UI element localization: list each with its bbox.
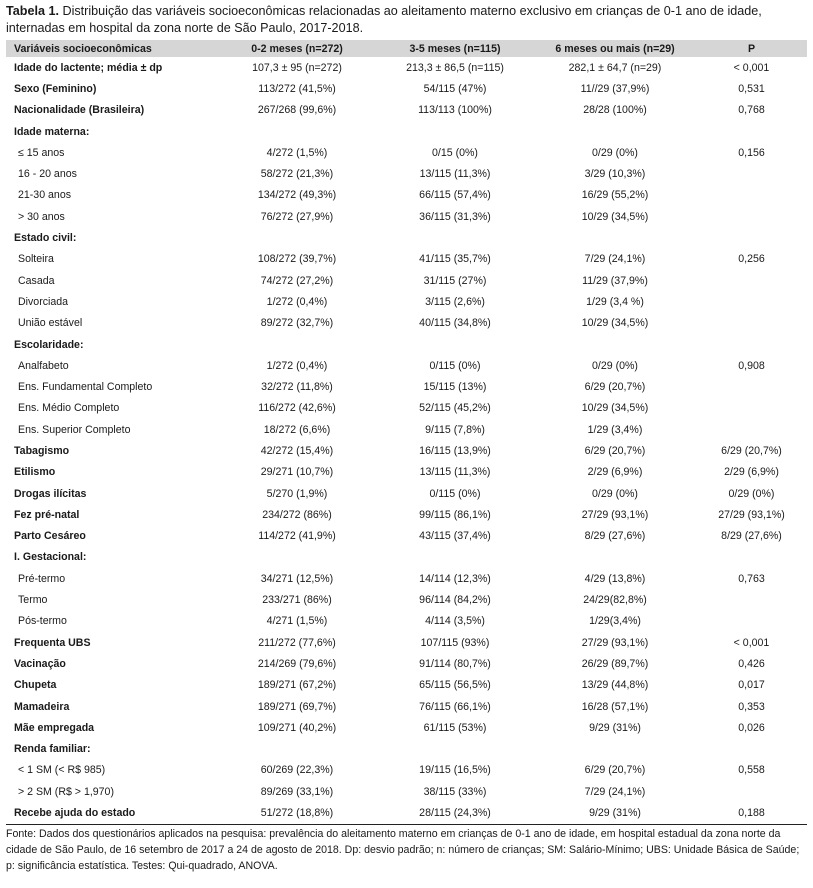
cell-p-value	[696, 739, 807, 760]
cell-6-plus-months: 7/29 (24,1%)	[584, 253, 646, 266]
header-0-2-months: 0-2 meses (n=272)	[251, 42, 343, 55]
table-row	[6, 78, 807, 99]
cell-variable: Pós-termo	[18, 615, 67, 628]
table-row	[6, 717, 807, 738]
cell-3-5-months: 13/115 (11,3%)	[419, 466, 491, 479]
cell-6-plus-months: 9/29 (31%)	[589, 721, 641, 734]
cell-3-5-months	[376, 334, 534, 355]
table-row	[6, 291, 807, 312]
cell-p-value: 0,026	[738, 721, 765, 734]
header-3-5-months: 3-5 meses (n=115)	[409, 42, 501, 55]
cell-variable: Divorciada	[18, 295, 69, 308]
cell-0-2-months	[218, 334, 376, 355]
cell-0-2-months: 4/272 (1,5%)	[266, 146, 328, 159]
cell-variable: Vacinação	[14, 657, 66, 670]
cell-6-plus-months: 10/29 (34,5%)	[581, 402, 649, 415]
cell-variable: Idade materna:	[14, 125, 90, 138]
cell-6-plus-months: 7/29 (24,1%)	[584, 785, 646, 798]
table-row	[6, 355, 807, 376]
cell-6-plus-months: 9/29 (31%)	[534, 802, 696, 824]
cell-6-plus-months: 27/29 (93,1%)	[581, 636, 649, 649]
cell-variable: Renda familiar:	[14, 743, 91, 756]
cell-3-5-months: 13/115 (11,3%)	[419, 168, 491, 181]
cell-0-2-months: 34/271 (12,5%)	[260, 572, 334, 585]
cell-variable: Termo	[18, 594, 48, 607]
table-row	[6, 376, 807, 397]
cell-3-5-months: 9/115 (7,8%)	[425, 423, 485, 436]
cell-0-2-months	[218, 121, 376, 142]
cell-6-plus-months: 282,1 ± 64,7 (n=29)	[568, 61, 662, 74]
cell-variable: Casada	[18, 274, 55, 287]
table-row	[6, 483, 807, 504]
cell-variable: > 2 SM (R$ > 1,970)	[18, 785, 114, 798]
cell-variable: Parto Cesáreo	[14, 530, 86, 543]
cell-3-5-months: 15/115 (13%)	[423, 381, 487, 394]
cell-variable: União estável	[18, 317, 83, 330]
cell-p-value	[696, 611, 807, 632]
cell-6-plus-months: 0/29 (0%)	[592, 487, 638, 500]
table-caption-label: Tabela 1.	[6, 4, 59, 18]
cell-6-plus-months: 10/29 (34,5%)	[581, 210, 649, 223]
table-row	[6, 227, 807, 248]
cell-3-5-months	[376, 547, 534, 568]
cell-0-2-months: 189/271 (67,2%)	[257, 679, 337, 692]
table-row	[6, 675, 807, 696]
cell-3-5-months: 52/115 (45,2%)	[419, 402, 491, 415]
table-row	[6, 419, 807, 440]
cell-0-2-months: 74/272 (27,2%)	[260, 274, 334, 287]
table-row	[6, 504, 807, 525]
cell-3-5-months: 65/115 (56,5%)	[419, 679, 491, 692]
cell-3-5-months	[376, 227, 534, 248]
cell-p-value	[696, 185, 807, 206]
cell-p-value: 0,353	[738, 700, 765, 713]
cell-p-value: 0,768	[738, 104, 765, 117]
cell-0-2-months	[218, 227, 376, 248]
table-row	[6, 206, 807, 227]
cell-variable: Tabagismo	[14, 444, 70, 457]
table-row	[6, 611, 807, 632]
cell-0-2-months: 234/272 (86%)	[262, 508, 332, 521]
table-row	[6, 526, 807, 547]
cell-0-2-months: 116/272 (42,6%)	[258, 402, 336, 415]
cell-p-value	[696, 781, 807, 802]
cell-0-2-months: 4/271 (1,5%)	[266, 615, 328, 628]
table-row	[6, 398, 807, 419]
cell-0-2-months: 76/272 (27,9%)	[260, 210, 334, 223]
cell-p-value: 0,256	[738, 253, 765, 266]
cell-3-5-months: 28/115 (24,3%)	[376, 802, 534, 824]
cell-0-2-months: 89/272 (32,7%)	[260, 317, 334, 330]
cell-0-2-months	[218, 739, 376, 760]
cell-variable: I. Gestacional:	[14, 551, 87, 564]
cell-6-plus-months: 1/29 (3,4 %)	[586, 295, 644, 308]
cell-p-value: 0,763	[738, 572, 765, 585]
cell-variable: Idade do lactente; média ± dp	[14, 61, 163, 74]
cell-6-plus-months: 0/29 (0%)	[592, 146, 638, 159]
cell-3-5-months: 76/115 (66,1%)	[419, 700, 491, 713]
cell-p-value	[696, 227, 807, 248]
cell-0-2-months: 214/269 (79,6%)	[257, 657, 337, 670]
cell-variable: > 30 anos	[18, 210, 65, 223]
cell-p-value: 0,188	[696, 802, 807, 824]
cell-6-plus-months: 0/29 (0%)	[592, 359, 638, 372]
cell-p-value: 8/29 (27,6%)	[721, 530, 782, 543]
cell-variable: 21-30 anos	[18, 189, 72, 202]
cell-p-value: 0,908	[738, 359, 765, 372]
cell-p-value: 0,156	[738, 146, 765, 159]
cell-6-plus-months: 8/29 (27,6%)	[584, 530, 646, 543]
cell-p-value	[696, 206, 807, 227]
cell-0-2-months: 1/272 (0,4%)	[266, 295, 328, 308]
cell-p-value	[696, 291, 807, 312]
cell-3-5-months: 0/115 (0%)	[429, 359, 481, 372]
cell-0-2-months: 29/271 (10,7%)	[260, 466, 334, 479]
cell-p-value	[696, 419, 807, 440]
table-row	[6, 632, 807, 653]
cell-6-plus-months: 6/29 (20,7%)	[584, 764, 646, 777]
cell-p-value: < 0,001	[733, 61, 770, 74]
cell-variable: Sexo (Feminino)	[14, 82, 97, 95]
cell-p-value	[696, 376, 807, 397]
cell-0-2-months: 113/272 (41,5%)	[258, 82, 336, 95]
cell-6-plus-months: 10/29 (34,5%)	[581, 317, 649, 330]
cell-3-5-months: 14/114 (12,3%)	[419, 572, 491, 585]
table-row	[6, 249, 807, 270]
cell-3-5-months	[376, 739, 534, 760]
cell-6-plus-months: 6/29 (20,7%)	[584, 381, 646, 394]
cell-p-value: 27/29 (93,1%)	[718, 508, 785, 521]
cell-6-plus-months: 1/29(3,4%)	[589, 615, 641, 628]
cell-3-5-months: 41/115 (35,7%)	[419, 253, 491, 266]
table-row	[6, 57, 807, 78]
cell-variable: Solteira	[18, 253, 54, 266]
cell-p-value	[696, 313, 807, 334]
cell-6-plus-months: 6/29 (20,7%)	[584, 444, 646, 457]
cell-variable: Frequenta UBS	[14, 636, 91, 649]
cell-3-5-months: 99/115 (86,1%)	[419, 508, 491, 521]
cell-3-5-months: 0/15 (0%)	[432, 146, 478, 159]
cell-3-5-months: 91/114 (80,7%)	[419, 657, 491, 670]
cell-3-5-months: 43/115 (37,4%)	[419, 530, 491, 543]
table-row	[6, 270, 807, 291]
header-p-value: P	[747, 42, 756, 55]
cell-variable: Drogas ilícitas	[14, 487, 87, 500]
cell-variable: Mãe empregada	[14, 721, 95, 734]
table-row	[6, 440, 807, 461]
cell-p-value	[696, 589, 807, 610]
cell-3-5-months: 113/113 (100%)	[418, 104, 492, 117]
table-row	[6, 589, 807, 610]
cell-0-2-months: 51/272 (18,8%)	[218, 802, 376, 824]
cell-6-plus-months	[534, 739, 696, 760]
cell-variable: Ens. Fundamental Completo	[18, 381, 153, 394]
cell-variable: ≤ 15 anos	[18, 146, 65, 159]
table-row	[6, 185, 807, 206]
cell-p-value	[696, 163, 807, 184]
cell-p-value: 0,558	[738, 764, 765, 777]
cell-0-2-months: 114/272 (41,9%)	[258, 530, 336, 543]
cell-variable: Ens. Médio Completo	[18, 402, 120, 415]
table-caption-text: Distribuição das variáveis socioeconômicas relacionadas ao aleitamento materno exclusivo em crianças de 0-1 ano de idade, internadas em hospital da zona norte de São Paulo, 2017-2018.	[6, 4, 762, 35]
cell-3-5-months: 54/115 (47%)	[423, 82, 487, 95]
cell-6-plus-months: 28/28 (100%)	[583, 104, 647, 117]
table-row	[6, 696, 807, 717]
cell-3-5-months: 0/115 (0%)	[429, 487, 481, 500]
table-body	[6, 57, 807, 824]
cell-p-value	[696, 121, 807, 142]
cell-6-plus-months: 4/29 (13,8%)	[584, 572, 646, 585]
table-row	[6, 781, 807, 802]
cell-variable: Escolaridade:	[14, 338, 84, 351]
cell-0-2-months: 189/271 (69,7%)	[257, 700, 337, 713]
cell-3-5-months: 40/115 (34,8%)	[419, 317, 491, 330]
cell-6-plus-months: 16/28 (57,1%)	[581, 700, 649, 713]
cell-variable: Nacionalidade (Brasileira)	[14, 104, 145, 117]
cell-3-5-months: 213,3 ± 86,5 (n=115)	[406, 61, 504, 74]
cell-variable: Pré-termo	[18, 572, 66, 585]
cell-p-value	[696, 270, 807, 291]
cell-3-5-months: 96/114 (84,2%)	[419, 594, 491, 607]
cell-0-2-months: 42/272 (15,4%)	[260, 444, 334, 457]
table-row	[6, 739, 807, 760]
cell-0-2-months: 108/272 (39,7%)	[257, 253, 337, 266]
cell-0-2-months: 107,3 ± 95 (n=272)	[252, 61, 342, 74]
table-row	[6, 334, 807, 355]
cell-6-plus-months: 16/29 (55,2%)	[581, 189, 649, 202]
table-row	[6, 313, 807, 334]
cell-p-value: 0,426	[738, 657, 765, 670]
cell-6-plus-months	[534, 227, 696, 248]
cell-0-2-months	[218, 547, 376, 568]
cell-0-2-months: 18/272 (6,6%)	[263, 423, 331, 436]
cell-p-value	[696, 398, 807, 419]
table-row	[6, 653, 807, 674]
cell-p-value: 0,017	[738, 679, 765, 692]
cell-variable: Recebe ajuda do estado	[6, 802, 218, 824]
cell-p-value: 2/29 (6,9%)	[724, 466, 779, 479]
cell-0-2-months: 89/269 (33,1%)	[260, 785, 334, 798]
cell-6-plus-months	[534, 121, 696, 142]
header-6-plus-months: 6 meses ou mais (n=29)	[555, 42, 675, 55]
cell-p-value	[696, 547, 807, 568]
cell-p-value: 6/29 (20,7%)	[721, 444, 782, 457]
table-row	[6, 163, 807, 184]
cell-6-plus-months: 11/29 (37,9%)	[582, 274, 648, 287]
cell-3-5-months: 38/115 (33%)	[423, 785, 487, 798]
cell-variable: Etilismo	[14, 466, 56, 479]
cell-0-2-months: 134/272 (49,3%)	[257, 189, 337, 202]
cell-6-plus-months: 2/29 (6,9%)	[587, 466, 643, 479]
cell-3-5-months: 107/115 (93%)	[420, 636, 490, 649]
cell-6-plus-months: 13/29 (44,8%)	[581, 679, 649, 692]
cell-0-2-months: 267/268 (99,6%)	[257, 104, 337, 117]
cell-variable: Analfabeto	[18, 359, 69, 372]
cell-3-5-months	[376, 121, 534, 142]
cell-6-plus-months: 24/29(82,8%)	[583, 594, 647, 607]
cell-6-plus-months: 3/29 (10,3%)	[584, 168, 646, 181]
cell-3-5-months: 66/115 (57,4%)	[419, 189, 491, 202]
cell-p-value: < 0,001	[733, 636, 770, 649]
cell-variable: Mamadeira	[14, 700, 70, 713]
table-row	[6, 547, 807, 568]
table-row	[6, 100, 807, 121]
cell-0-2-months: 32/272 (11,8%)	[261, 381, 333, 394]
cell-3-5-months: 19/115 (16,5%)	[419, 764, 491, 777]
cell-variable: 16 - 20 anos	[18, 168, 77, 181]
cell-3-5-months: 31/115 (27%)	[423, 274, 487, 287]
cell-variable: < 1 SM (< R$ 985)	[18, 764, 106, 777]
cell-0-2-months: 233/271 (86%)	[262, 594, 332, 607]
cell-3-5-months: 36/115 (31,3%)	[419, 210, 491, 223]
table-header	[6, 40, 807, 57]
table-footnote: Fonte: Dados dos questionários aplicados na pesquisa: prevalência do aleitamento materno em crianças de 0-1 ano de idade, em hospital estadual da zona norte da cidade de São Paulo, de 16 setembro de 2017 a 24 de agosto de 2018. Dp: desvio padrão; n: número de crianças; SM: Salário-Mínimo; UBS: Unidade Básica de Saúde; p: significância estatística. Testes: Qui-quadrado, ANOVA.	[6, 827, 800, 872]
cell-0-2-months: 109/271 (40,2%)	[257, 721, 337, 734]
cell-6-plus-months	[534, 547, 696, 568]
cell-p-value: 0/29 (0%)	[728, 487, 775, 500]
table-caption	[6, 3, 807, 37]
cell-6-plus-months: 27/29 (93,1%)	[581, 508, 649, 521]
cell-3-5-months: 61/115 (53%)	[423, 721, 487, 734]
header-row	[6, 40, 807, 57]
cell-0-2-months: 5/270 (1,9%)	[266, 487, 328, 500]
cell-3-5-months: 3/115 (2,6%)	[425, 295, 485, 308]
cell-0-2-months: 211/272 (77,6%)	[258, 636, 336, 649]
table-row	[6, 142, 807, 163]
cell-p-value	[696, 334, 807, 355]
table-row	[6, 802, 807, 824]
cell-variable: Ens. Superior Completo	[18, 423, 131, 436]
cell-6-plus-months: 11//29 (37,9%)	[580, 82, 650, 95]
cell-3-5-months: 16/115 (13,9%)	[419, 444, 491, 457]
cell-variable: Chupeta	[14, 679, 57, 692]
cell-variable: Estado civil:	[14, 232, 77, 245]
cell-0-2-months: 1/272 (0,4%)	[266, 359, 328, 372]
table-row	[6, 760, 807, 781]
cell-3-5-months: 4/114 (3,5%)	[425, 615, 485, 628]
header-variable: Variáveis socioeconômicas	[14, 42, 152, 55]
cell-6-plus-months	[534, 334, 696, 355]
table-row	[6, 568, 807, 589]
data-table	[6, 40, 807, 825]
cell-0-2-months: 60/269 (22,3%)	[260, 764, 334, 777]
cell-0-2-months: 58/272 (21,3%)	[260, 168, 334, 181]
cell-6-plus-months: 26/29 (89,7%)	[581, 657, 649, 670]
cell-p-value: 0,531	[738, 82, 765, 95]
cell-variable: Fez pré-natal	[14, 508, 80, 521]
table-row	[6, 462, 807, 483]
cell-6-plus-months: 1/29 (3,4%)	[587, 423, 643, 436]
table-row	[6, 121, 807, 142]
